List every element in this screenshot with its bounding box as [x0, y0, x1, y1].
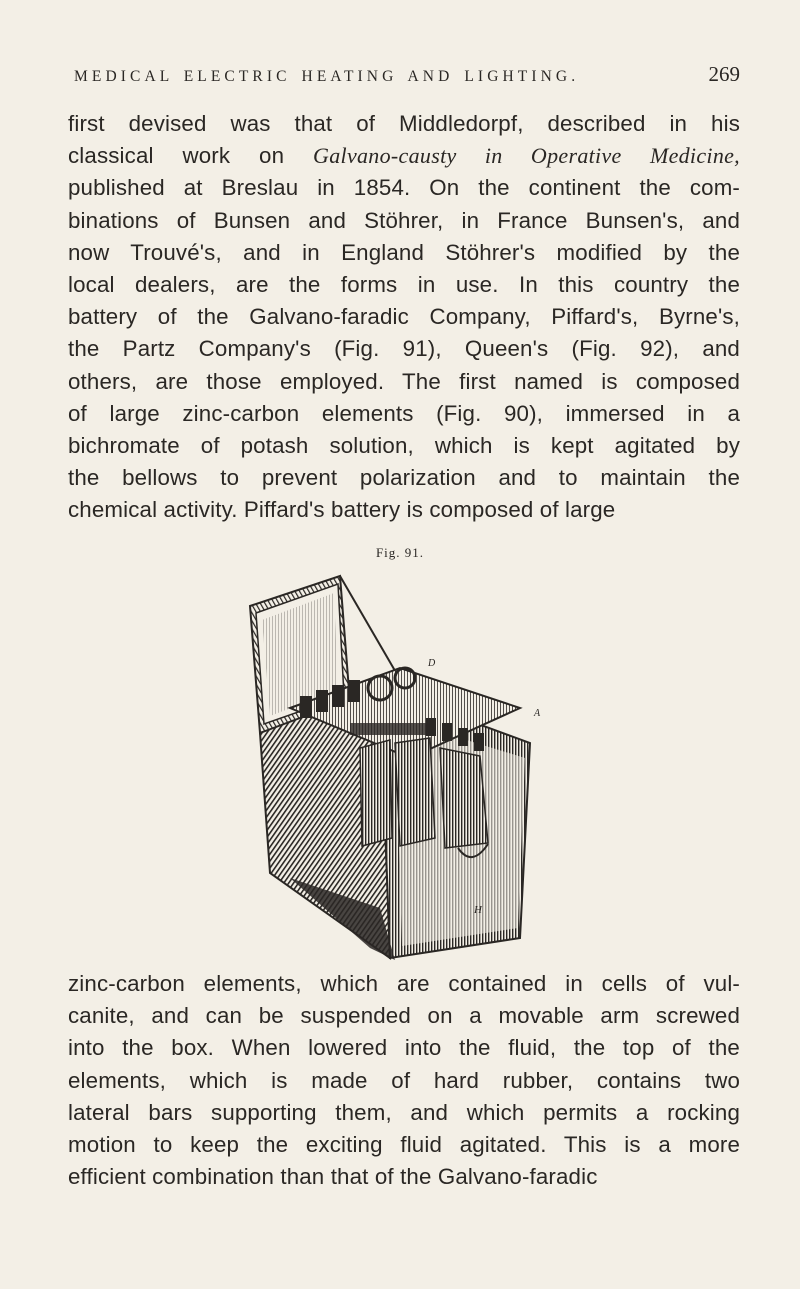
battery-illustration [230, 568, 560, 960]
text-line: battery of the Galvano-faradic Company, Piffard's, Byrne's, [68, 304, 740, 330]
text-line: zinc-carbon elements, which are contained in cells of vul- [68, 971, 740, 996]
figure-caption: Fig. 91. [375, 545, 425, 560]
label-a: A [534, 708, 541, 719]
text-line: motion to keep the exciting fluid agitated. This is a more [68, 1132, 740, 1158]
page-header [74, 62, 740, 87]
text-line: canite, and can be suspended on a movable arm screwed [68, 1003, 740, 1029]
text-line: binations of Bunsen and Stöhrer, in France Bunsen's, and [68, 207, 740, 233]
book-title: Galvano-causty in Operative Medicine, [313, 143, 740, 169]
text-line: chemical activity. Piffard's battery is composed of large [68, 497, 616, 523]
text-line: into the box. When lowered into the fluid, the top of the [68, 1035, 740, 1061]
running-head: MEDICAL ELECTRIC HEATING AND LIGHTING. [74, 68, 580, 85]
text-line: published at Breslau in 1854. On the continent the com- [68, 175, 740, 201]
label-h: H [474, 904, 482, 916]
text-line: classical work on Galvano-causty in Operative Medicine, [68, 143, 740, 169]
text-line: bichromate of potash solution, which is kept agitated by [68, 433, 740, 459]
text-line: elements, which is made of hard rubber, contains two [68, 1067, 740, 1093]
page-number: 269 [708, 62, 740, 86]
label-d: D [428, 658, 436, 669]
text-line: lateral bars supporting them, and which permits a rocking [68, 1099, 740, 1125]
paragraph-2 [68, 968, 740, 1193]
text-line: first devised was that of Middledorpf, described in his [68, 111, 740, 136]
text-line: others, are those employed. The first named is composed [68, 368, 740, 394]
zinc-carbon-plates [360, 738, 488, 857]
text-line: efficient combination than that of the Galvano-faradic [68, 1164, 598, 1190]
text-line: the bellows to prevent polarization and to maintain the [68, 465, 740, 491]
text-line: of large zinc-carbon elements (Fig. 90), immersed in a [68, 400, 740, 426]
text-line: local dealers, are the forms in use. In this country the [68, 272, 740, 298]
paragraph-1 [68, 108, 740, 527]
text-line: the Partz Company's (Fig. 91), Queen's (Fig. 92), and [68, 336, 740, 362]
text-line: now Trouvé's, and in England Stöhrer's modified by the [68, 239, 740, 265]
